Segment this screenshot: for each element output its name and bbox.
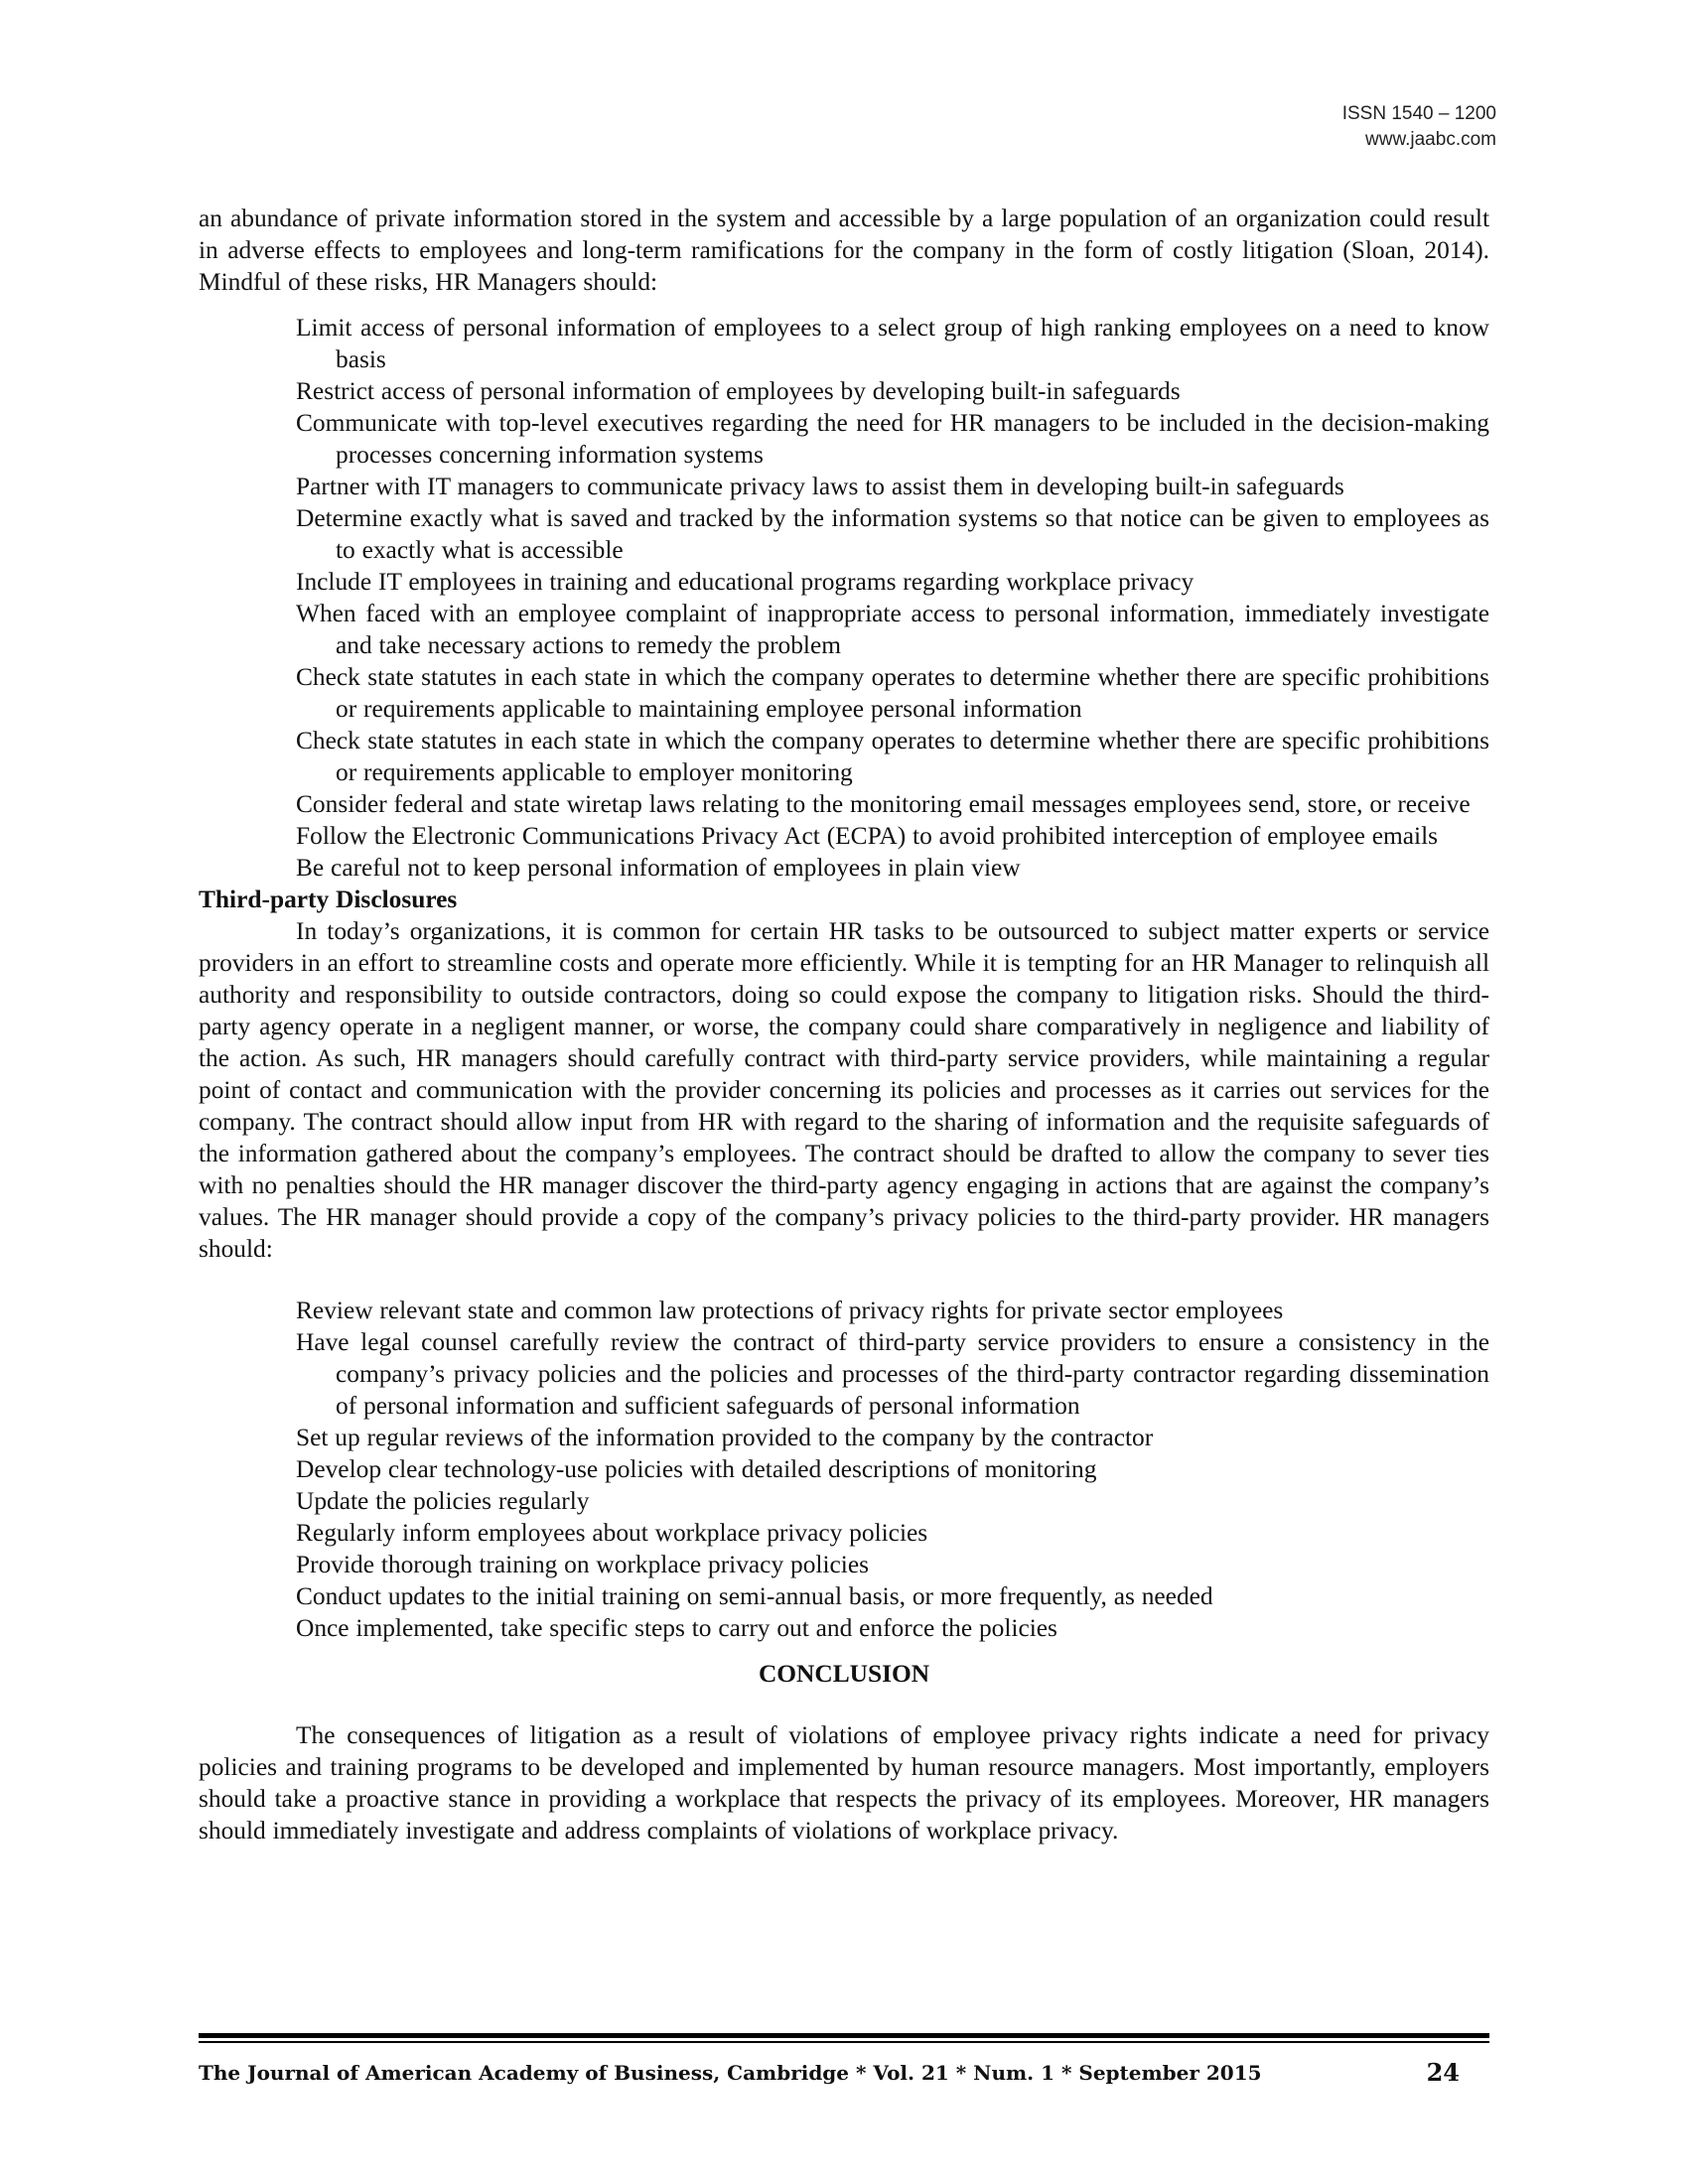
website-url: www.jaabc.com xyxy=(1365,129,1496,150)
list-item: When faced with an employee complaint of inappropriate access to personal information, immediately investigate and take necessary actions to remedy the problem xyxy=(296,600,1489,659)
list-item: Once implemented, take specific steps to carry out and enforce the policies xyxy=(296,1614,1057,1642)
list-item: Check state statutes in each state in which the company operates to determine whether there are specific prohibitions or requirements applicable to maintaining employee personal information xyxy=(296,663,1489,723)
list-item: Develop clear technology-use policies with detailed descriptions of monitoring xyxy=(296,1455,1097,1483)
list-item: Update the policies regularly xyxy=(296,1487,590,1515)
list-item: Limit access of personal information of employees to a select group of high ranking employees on a need to know basis xyxy=(296,314,1489,373)
list-item: Communicate with top-level executives regarding the need for HR managers to be included in the decision-making processes concerning information systems xyxy=(296,409,1489,469)
journal-citation: The Journal of American Academy of Business, Cambridge * Vol. 21 * Num. 1 * September 2015 xyxy=(199,2061,1262,2085)
page-header xyxy=(1342,101,1496,153)
issn-number: ISSN 1540 – 1200 xyxy=(1341,103,1496,124)
list-item: Set up regular reviews of the information provided to the company by the contractor xyxy=(296,1424,1154,1451)
footer-rule-thin xyxy=(199,2041,1489,2043)
list-item: Conduct updates to the initial training on semi-annual basis, or more frequently, as needed xyxy=(296,1582,1213,1610)
hr-recommendations-list xyxy=(199,312,1489,884)
list-item: Have legal counsel carefully review the contract of third-party service providers to ensure a consistency in the company’s privacy policies and the policies and processes of the third-party contractor regarding dissemination of personal information and sufficient safeguards of personal information xyxy=(296,1328,1489,1420)
section-heading-third-party: Third-party Disclosures xyxy=(199,886,458,913)
footer-rule-thick xyxy=(199,2033,1489,2038)
list-item: Consider federal and state wiretap laws relating to the monitoring email messages employees send, store, or receive xyxy=(296,790,1471,818)
list-item: Check state statutes in each state in which the company operates to determine whether there are specific prohibitions or requirements applicable to employer monitoring xyxy=(296,727,1489,786)
list-item: Review relevant state and common law protections of privacy rights for private sector employees xyxy=(296,1297,1284,1324)
list-item: Partner with IT managers to communicate privacy laws to assist them in developing built-in safeguards xyxy=(296,473,1344,500)
list-item: Regularly inform employees about workplace privacy policies xyxy=(296,1519,928,1547)
page-footer xyxy=(199,2059,1460,2087)
list-item: Determine exactly what is saved and tracked by the information systems so that notice can be given to employees as to exactly what is accessible xyxy=(296,504,1489,564)
list-item: Follow the Electronic Communications Privacy Act (ECPA) to avoid prohibited interception of employee emails xyxy=(296,822,1439,850)
list-item: Restrict access of personal information of employees by developing built-in safeguards xyxy=(296,377,1181,405)
article-body xyxy=(199,203,1489,1846)
conclusion-heading: CONCLUSION xyxy=(758,1660,930,1688)
conclusion-paragraph: The consequences of litigation as a result of violations of employee privacy rights indicate a need for privacy policies and training programs to be developed and implemented by human resource managers. Most importantly, employers should take a proactive stance in providing a workplace that respects the privacy of its employees. Moreover, HR managers should immediately investigate and address complaints of violations of workplace privacy. xyxy=(199,1721,1489,1844)
third-party-recommendations-list xyxy=(199,1295,1489,1644)
list-item: Include IT employees in training and educational programs regarding workplace privacy xyxy=(296,568,1195,596)
list-item: Provide thorough training on workplace privacy policies xyxy=(296,1551,869,1578)
intro-paragraph: an abundance of private information stored in the system and accessible by a large population of an organization could result in adverse effects to employees and long-term ramifications for the company in the form of costly litigation (Sloan, 2014). Mindful of these risks, HR Managers should: xyxy=(199,205,1489,296)
list-item: Be careful not to keep personal information of employees in plain view xyxy=(296,854,1021,882)
third-party-paragraph: In today’s organizations, it is common for certain HR tasks to be outsourced to subject matter experts or service providers in an effort to streamline costs and operate more efficiently. While it is tempting for an HR Manager to relinquish all authority and responsibility to outside contractors, doing so could expose the company to litigation risks. Should the third-party agency operate in a negligent manner, or worse, the company could share comparatively in negligence and liability of the action. As such, HR managers should carefully contract with third-party service providers, while maintaining a regular point of contact and communication with the provider concerning its policies and processes as it carries out services for the company. The contract should allow input from HR with regard to the sharing of information and the requisite safeguards of the information gathered about the company’s employees. The contract should be drafted to allow the company to sever ties with no penalties should the HR manager discover the third-party agency engaging in actions that are against the company’s values. The HR manager should provide a copy of the company’s privacy policies to the third-party provider. HR managers should: xyxy=(199,917,1489,1263)
page-number: 24 xyxy=(1426,2058,1460,2087)
